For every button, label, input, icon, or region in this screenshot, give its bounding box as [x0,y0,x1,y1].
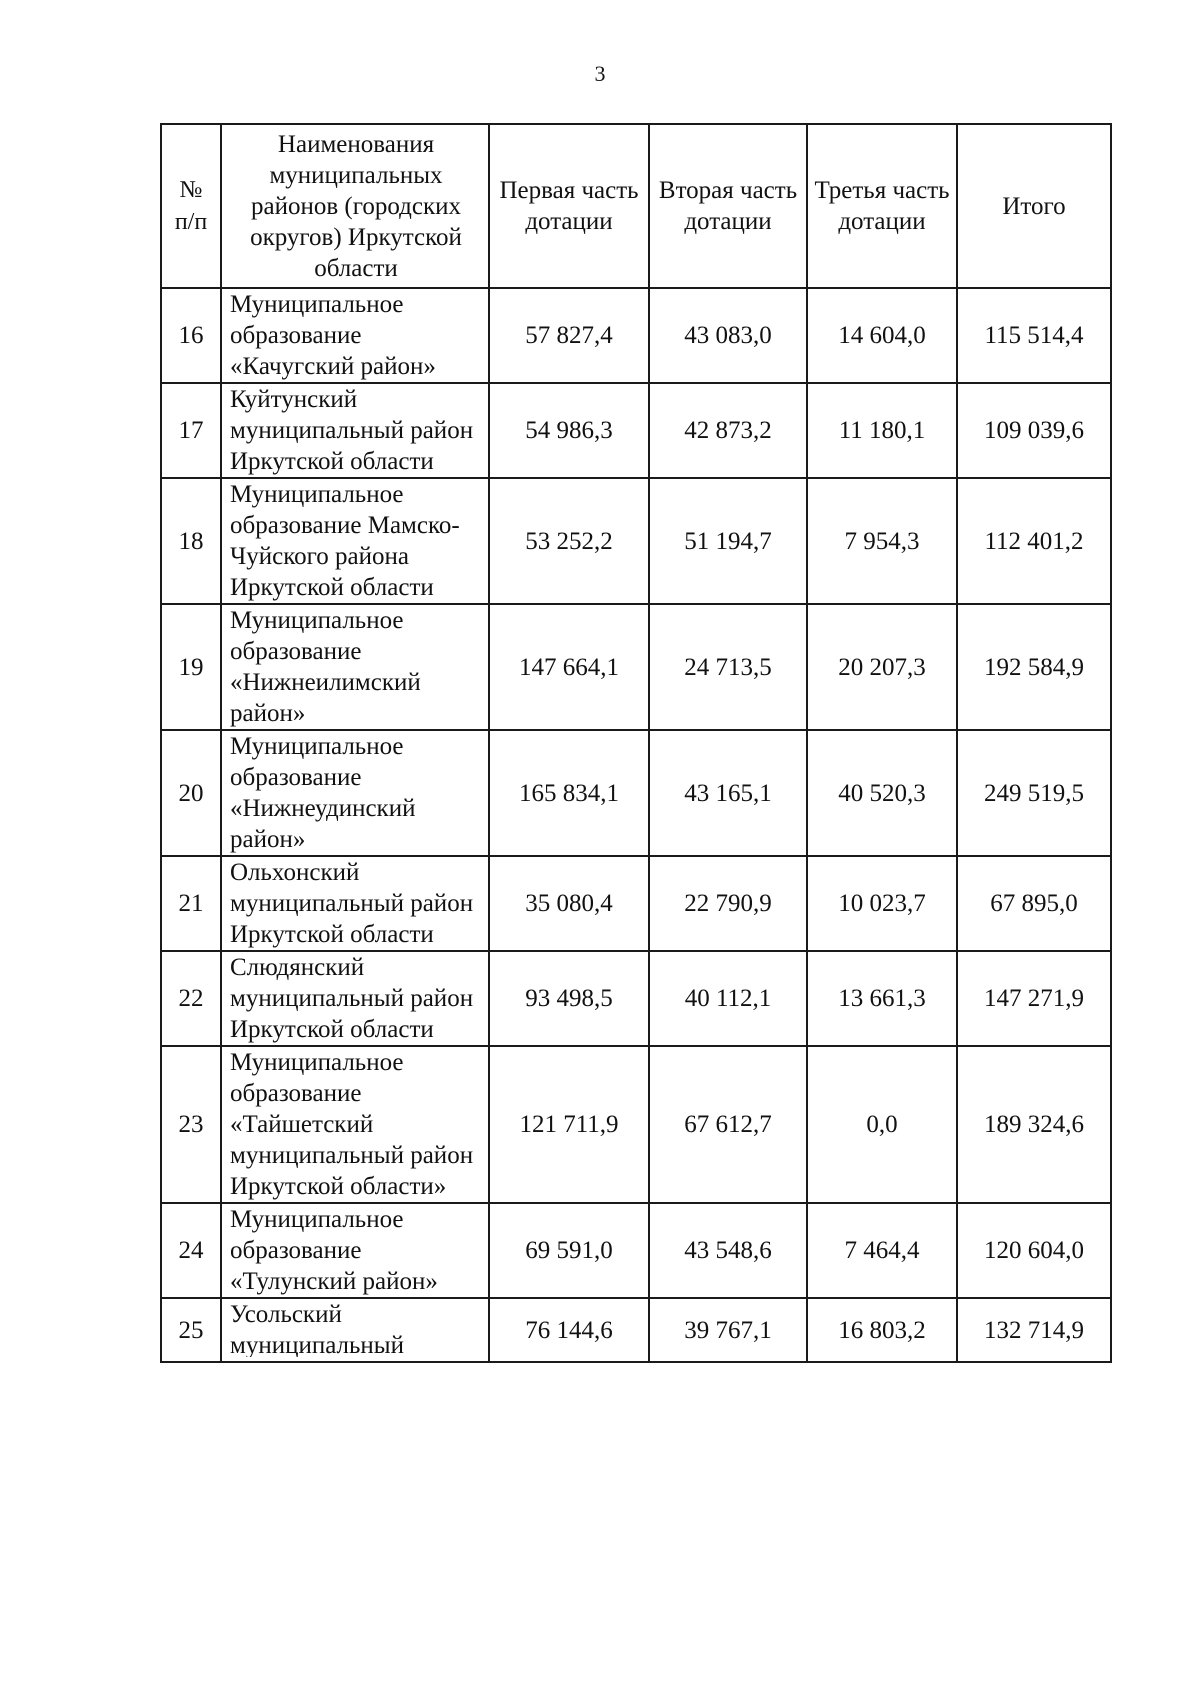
table-row [161,1046,1111,1203]
table-row [161,951,1111,1046]
first-part-value: 121 711,9 [489,1046,649,1203]
table-header-row [161,124,1111,288]
second-part-value: 40 112,1 [649,951,807,1046]
third-part-value: 13 661,3 [807,951,957,1046]
third-part-value: 7 954,3 [807,478,957,604]
first-part-value: 76 144,6 [489,1298,649,1362]
row-number: 20 [161,730,221,856]
header-first-part: Первая часть дотации [489,124,649,288]
total-value: 109 039,6 [957,383,1111,478]
header-total: Итого [957,124,1111,288]
third-part-value: 11 180,1 [807,383,957,478]
second-part-value: 24 713,5 [649,604,807,730]
second-part-value: 42 873,2 [649,383,807,478]
row-number: 25 [161,1298,221,1362]
header-number [161,124,221,288]
first-part-value: 54 986,3 [489,383,649,478]
total-value: 67 895,0 [957,856,1111,951]
total-value: 120 604,0 [957,1203,1111,1298]
third-part-value: 7 464,4 [807,1203,957,1298]
total-value: 115 514,4 [957,288,1111,383]
municipality-name: Муниципальное образование «Тулунский район» [221,1203,489,1298]
first-part-value: 35 080,4 [489,856,649,951]
second-part-value: 43 083,0 [649,288,807,383]
first-part-value: 165 834,1 [489,730,649,856]
table-row [161,1298,1111,1362]
third-part-value: 14 604,0 [807,288,957,383]
table-row [161,730,1111,856]
municipality-name: Усольский муниципальный [230,1301,404,1357]
second-part-value: 51 194,7 [649,478,807,604]
second-part-value: 43 165,1 [649,730,807,856]
table-row [161,478,1111,604]
header-number-label: № п/п [174,177,208,235]
total-value: 132 714,9 [957,1298,1111,1362]
dotation-table [160,123,1112,1363]
first-part-value: 53 252,2 [489,478,649,604]
municipality-name: Слюдянский муниципальный район Иркутской области [221,951,489,1046]
header-municipality: Наименования муниципальных районов (городских округов) Иркутской области [221,124,489,288]
table-row [161,288,1111,383]
row-number: 17 [161,383,221,478]
row-number: 21 [161,856,221,951]
header-third-part: Третья часть дотации [807,124,957,288]
table-row [161,856,1111,951]
second-part-value: 22 790,9 [649,856,807,951]
municipality-name: Муниципальное образование «Нижнеудинский район» [221,730,489,856]
municipality-name: Муниципальное образование Мамско-Чуйского района Иркутской области [221,478,489,604]
header-second-part: Вторая часть дотации [649,124,807,288]
first-part-value: 147 664,1 [489,604,649,730]
row-number: 19 [161,604,221,730]
row-number: 18 [161,478,221,604]
row-number: 16 [161,288,221,383]
total-value: 147 271,9 [957,951,1111,1046]
first-part-value: 69 591,0 [489,1203,649,1298]
row-number: 23 [161,1046,221,1203]
municipality-name: Ольхонский муниципальный район Иркутской области [221,856,489,951]
total-value: 189 324,6 [957,1046,1111,1203]
total-value: 192 584,9 [957,604,1111,730]
table-row [161,383,1111,478]
row-number: 22 [161,951,221,1046]
third-part-value: 10 023,7 [807,856,957,951]
third-part-value: 16 803,2 [807,1298,957,1362]
municipality-name: Куйтунский муниципальный район Иркутской области [221,383,489,478]
municipality-name: Муниципальное образование «Тайшетский муниципальный район Иркутской области» [221,1046,489,1203]
second-part-value: 43 548,6 [649,1203,807,1298]
first-part-value: 57 827,4 [489,288,649,383]
row-number: 24 [161,1203,221,1298]
table-row [161,604,1111,730]
third-part-value: 0,0 [807,1046,957,1203]
table-row [161,1203,1111,1298]
municipality-name-cell [221,1298,489,1362]
municipality-name: Муниципальное образование «Нижнеилимский район» [221,604,489,730]
municipality-name: Муниципальное образование «Качугский район» [221,288,489,383]
total-value: 112 401,2 [957,478,1111,604]
first-part-value: 93 498,5 [489,951,649,1046]
page-number: 3 [594,61,606,86]
third-part-value: 20 207,3 [807,604,957,730]
second-part-value: 67 612,7 [649,1046,807,1203]
second-part-value: 39 767,1 [649,1298,807,1362]
total-value: 249 519,5 [957,730,1111,856]
third-part-value: 40 520,3 [807,730,957,856]
